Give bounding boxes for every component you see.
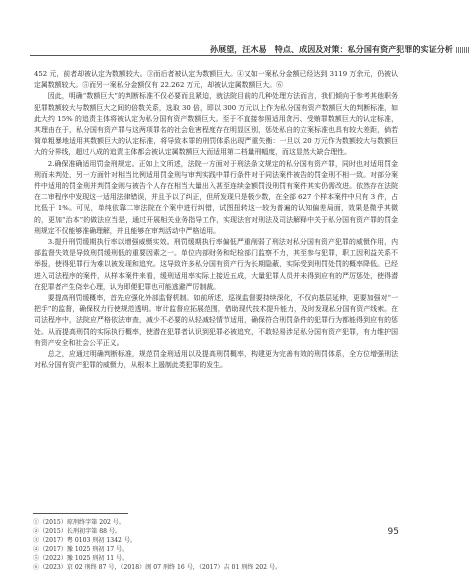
paragraph-6: 总之，应通过明确判断标准，规范罚金刑适用以及提高刑罚概率，构建更为完善有效的刑罚体系，全方位增强刑法对私分国有资产犯罪的威慑力，从根本上遏制此类犯罪的发生。	[34, 350, 398, 370]
footnote-separator	[33, 513, 128, 514]
footnote-1: ①（2015）琼刑终字第 202 号。	[33, 519, 125, 526]
footnote-2: ②（2015）长刑初字第 88 号。	[33, 528, 122, 535]
running-header	[210, 44, 453, 55]
footnote-4: ④（2017）豫 1025 刑初 17 号。	[33, 546, 129, 553]
paragraph-5: 要提高刑罚缓概率，首先应强化外部监督机制。如前所述，巡视监督要持续深化，不仅向基层延伸，更要加强对“一把手”的监督，确保权力行使规范透明。审计监督应拓展范围，借助现代技术提升能力，及时发现私分国有资产线索。在司法程序中，法院应严格依法审查，减少不必要的从轻减轻情节适用，确保符合刑罚条件的犯罪行为都能得到应有的惩处。从而提高刑罚的实际执行概率，使潜在犯罪者认识到犯罪必被追究，不敢轻易涉足私分国有资产犯罪，有力维护国有资产安全和社会公平正义。	[34, 294, 398, 347]
footnote-5: ⑤（2022）豫 1025 刑初 11 号。	[33, 555, 129, 562]
header-rule	[30, 55, 400, 56]
paragraph-4: 3.提升刑罚缓期执行率以增强威慑实效。刑罚缓期执行率偏低严重削弱了刑法对私分国有资产犯罪的威慑作用，内部监督失效是导致刑罚缓刑低的重要因素之一。单位内部财务和纪检部门监察不力，其至参与犯罪，职工因利益关系不举报，使得犯罪行为难以被发现和追究。这导致许多私分国有资产行为长期隐蔽，实际受到刑罚处罚的概率降低。已经进入司法程序的案件，从样本案件来看，缓刑适用率实际上接近五成，大量犯罪人员并未得到应有的严厉惩处，使得潜在犯罪者产生侥幸心理，认为即便犯罪也可能逃避严厉制裁。	[34, 238, 398, 291]
footnote-6: ⑥（2023）京 02 刑终 87 号，（2018）闽 07 刑终 16 号，（2017）吉 01 刑终 202 号。	[33, 564, 282, 571]
page-number: 95	[387, 527, 399, 537]
running-header-text: 孙展望，汪木易 特点、成因及对策：私分国有资产犯罪的实证分析	[210, 44, 453, 54]
body-text	[34, 69, 398, 371]
paragraph-1: 452 元，前者却被认定为数额较大。③而后者被认定为数额巨大。④又如一案私分金额已经达到 3119 万余元，仍被认定属数额较大。⑤而另一案私分金额仅有 22.262 万元，却被认定属数额巨大。⑥	[34, 70, 398, 90]
paragraph-3: 2.确保准确适用罚金刑规定。正如上文所述，法院一方面对于刑法条文规定的私分国有资产罪，同时也对适用罚金刑而未判处，另一方面针对相当比例适用罚金刑与审判实践中罪行条件对于同法案件被告的罚金刑不相一致。对部分案件中适用的罚金刑并判罚金则与被告个人存在相当大量出入甚至连续金额罚没刑罚有案件其实仍需改进。依然存在法院在二审程序中发现这一适用法律错误，并且予以了纠正，但所发现只是极少数，在全部 627 个样本案件中只有 3 件，占比低于 1%。可见，单纯依靠二审法院在个案中进行纠错，试图扭转这一较为普遍的认知偏差局面，效果是微乎其微的，更加“治本”的做法应当是，通过开展相关业务指导工作，实现法官对刑法及司法解释中关于私分国有资产罪的罚金刑规定不仅能够准确理解，并且能够在审判活动中严格适用。	[34, 159, 398, 235]
header-decoration	[456, 47, 470, 53]
paragraph-2: 因此，明确“数额巨大”的判断标准不仅必要而且紧迫，就法院目前的几种处理方法而言，我们倾向于参考其他职务犯罪数额较大与数额巨大之间的倍数关系，选取 30 倍，即以 300 万元以上作为私分国有资产数额巨大的判断标准，如此大约 15% 的追责主体将被认定为私分国有资产数额巨大。至于不直接参照适用贪污、受贿罪数额巨大的认定标准，其理由在于，私分国有资产罪与这两项罪名的社会危害程度存在明显区别，惩处私自的立案标准也具有较大差距，倘若简单粗暴地适用其数额巨大的认定标准，将导致本罪的刑罚体系出现严重失衡：一旦以 20 万元作为数额较大与数额巨大的分界线，超过八成的追责主体都会被认定属数额巨大而适用第二档量刑幅度，而这显然大缺合理性。	[34, 92, 398, 157]
footnote-3: ③（2017）粤 0103 刑初 1342 号。	[33, 537, 137, 544]
